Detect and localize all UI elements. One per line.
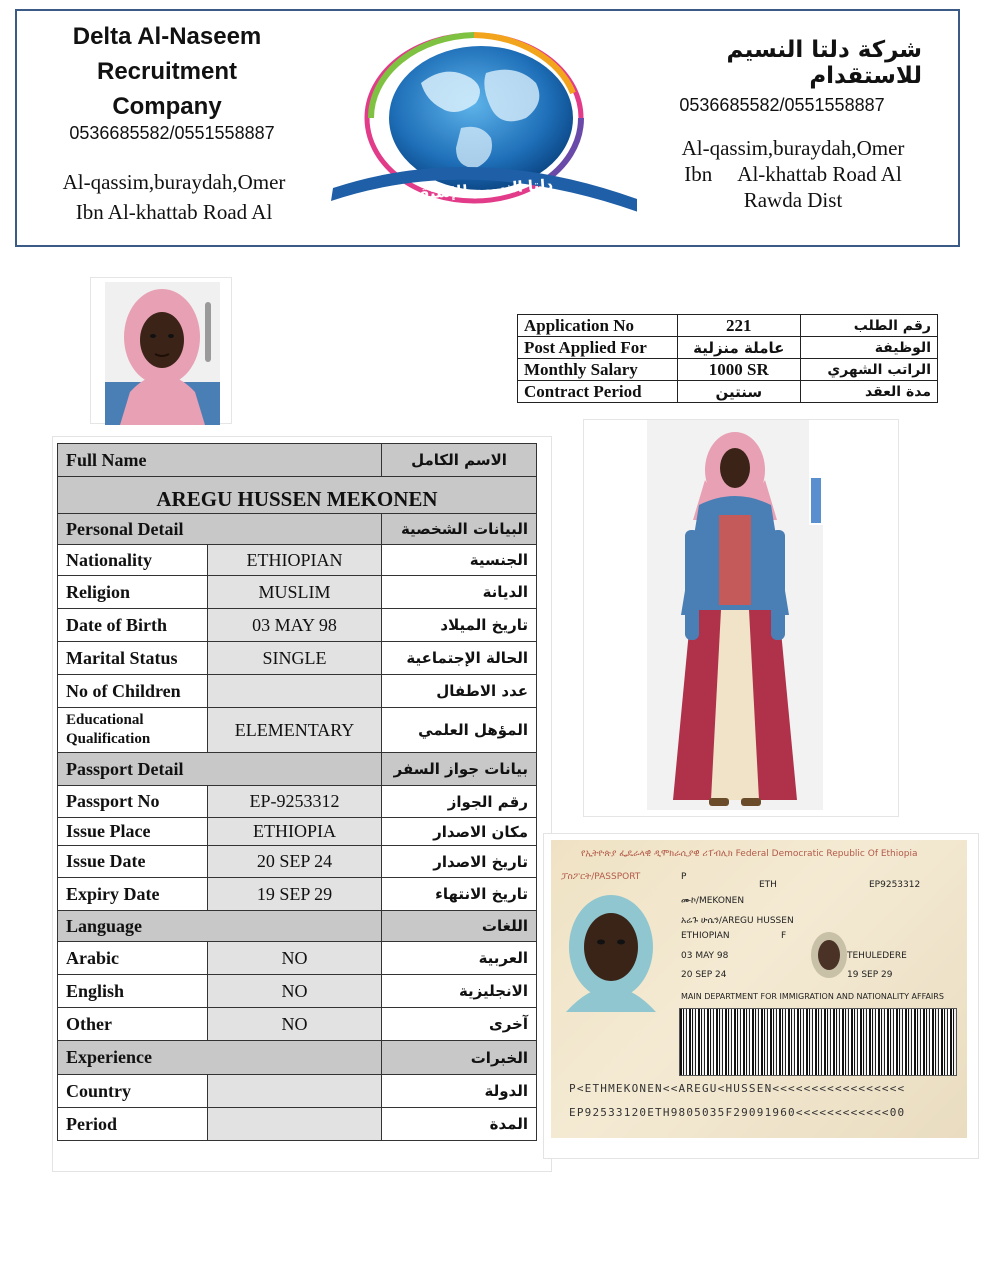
passport-no-value: EP-9253312: [208, 786, 382, 818]
application-no-label: Application No: [518, 315, 678, 337]
education-value: ELEMENTARY: [208, 708, 382, 753]
issue-date-label: Issue Date: [58, 846, 208, 878]
passport-nationality: ETHIOPIAN: [681, 931, 730, 941]
passport-sex: F: [781, 931, 787, 941]
religion-label-ar: الديانة: [382, 576, 537, 609]
passport-authority: MAIN DEPARTMENT FOR IMMIGRATION AND NATIONALITY AFFAIRS: [681, 992, 944, 1001]
application-row: [518, 359, 938, 381]
passport-photo: [561, 892, 661, 1012]
application-row: [518, 337, 938, 359]
country-label-ar: الدولة: [382, 1075, 537, 1108]
passport-given-name: አሬጉ ሁሴን/AREGU HUSSEN: [681, 916, 794, 926]
contract-period-label: Contract Period: [518, 381, 678, 403]
application-row: [518, 315, 938, 337]
english-value: NO: [208, 975, 382, 1008]
passport-expiry-date: 19 SEP 29: [847, 970, 893, 980]
portrait-image: [105, 282, 220, 425]
passport-mrz-line-1: P<ETHMEKONEN<<AREGU<HUSSEN<<<<<<<<<<<<<<<<<: [569, 1082, 906, 1095]
issue-date-label-ar: تاريخ الاصدار: [382, 846, 537, 878]
passport-no-label: Passport No: [58, 786, 208, 818]
expiry-date-value: 19 SEP 29: [208, 878, 382, 911]
full-name-label: Full Name: [58, 444, 382, 477]
period-label: Period: [58, 1108, 208, 1141]
table-row: [58, 878, 537, 911]
passport-type: P: [681, 872, 687, 882]
application-no-value: 221: [677, 315, 800, 337]
address-en: Al-qassim,buraydah,Omer Ibn Al-khattab Road Al: [62, 170, 286, 224]
personal-detail-label-ar: البيانات الشخصية: [382, 514, 537, 545]
passport-mrz-line-2: EP92533120ETH9805035F29091960<<<<<<<<<<<<00: [569, 1106, 906, 1119]
religion-value: MUSLIM: [208, 576, 382, 609]
company-name-en: Delta Al-Naseem Recruitment Company: [72, 23, 262, 120]
passport-ghost-photo: [809, 930, 849, 980]
issue-place-label-ar: مكان الاصدار: [382, 818, 537, 846]
english-label: English: [58, 975, 208, 1008]
application-table: [517, 314, 938, 403]
svg-text:دلتا النسيم للإستقدام: دلتا النسيم للإستقدام: [393, 175, 554, 205]
passport-number: EP9253312: [869, 880, 921, 890]
table-row: [58, 576, 537, 609]
post-applied-value: عاملة منزلية: [677, 337, 800, 359]
application-row: [518, 381, 938, 403]
table-row: [58, 675, 537, 708]
arabic-value: NO: [208, 942, 382, 975]
post-applied-label-ar: الوظيفة: [800, 337, 937, 359]
arabic-label-ar: العربية: [382, 942, 537, 975]
contract-period-label-ar: مدة العقد: [800, 381, 937, 403]
religion-label: Religion: [58, 576, 208, 609]
table-row: [58, 642, 537, 675]
nationality-label: Nationality: [58, 545, 208, 576]
arabic-label: Arabic: [58, 942, 208, 975]
language-label: Language: [58, 911, 382, 942]
experience-label-ar: الخبرات: [382, 1041, 537, 1075]
phone-ar-side: 0536685582/0551558887: [679, 95, 885, 115]
application-no-label-ar: رقم الطلب: [800, 315, 937, 337]
contract-period-value: سنتين: [677, 381, 800, 403]
company-logo: [311, 23, 637, 223]
monthly-salary-value: 1000 SR: [677, 359, 800, 381]
table-row: [58, 1075, 537, 1108]
children-value: [208, 675, 382, 708]
phone-en: 0536685582/0551558887: [69, 123, 275, 143]
education-label: Educational Qualification: [58, 708, 208, 753]
table-row: [58, 1108, 537, 1141]
personal-section-row: [58, 514, 537, 545]
expiry-date-label: Expiry Date: [58, 878, 208, 911]
table-row: [58, 786, 537, 818]
expiry-date-label-ar: تاريخ الانتهاء: [382, 878, 537, 911]
table-row: [58, 545, 537, 576]
full-body-photo: [583, 419, 899, 817]
full-name-value: AREGU HUSSEN MEKONEN: [58, 477, 537, 514]
passport-place-of-birth: TEHULEDERE: [847, 951, 907, 961]
other-language-label: Other: [58, 1008, 208, 1041]
passport-section-row: [58, 753, 537, 786]
nationality-value: ETHIOPIAN: [208, 545, 382, 576]
children-label: No of Children: [58, 675, 208, 708]
marital-status-label-ar: الحالة الإجتماعية: [382, 642, 537, 675]
post-applied-label: Post Applied For: [518, 337, 678, 359]
table-row: [58, 708, 537, 753]
nationality-label-ar: الجنسية: [382, 545, 537, 576]
passport-type-label: ፓስፖርት/PASSPORT: [561, 872, 641, 882]
dob-label-ar: تاريخ الميلاد: [382, 609, 537, 642]
english-label-ar: الانجليزية: [382, 975, 537, 1008]
dob-value: 03 MAY 98: [208, 609, 382, 642]
letterhead: [15, 9, 960, 247]
marital-status-label: Marital Status: [58, 642, 208, 675]
monthly-salary-label: Monthly Salary: [518, 359, 678, 381]
full-body-image: [647, 420, 823, 810]
dob-label: Date of Birth: [58, 609, 208, 642]
language-label-ar: اللغات: [382, 911, 537, 942]
table-row: [58, 818, 537, 846]
full-name-label-ar: الاسم الكامل: [382, 444, 537, 477]
full-name-header-row: [58, 444, 537, 477]
passport-detail-label: Passport Detail: [58, 753, 382, 786]
issue-place-label: Issue Place: [58, 818, 208, 846]
details-table: [57, 443, 537, 1141]
other-language-value: NO: [208, 1008, 382, 1041]
table-row: [58, 846, 537, 878]
passport-header: የኢትዮጵያ ፌዴራላዊ ዲሞክራሲያዊ ሪፐብሊክ Federal Democratic Republic Of Ethiopia: [581, 849, 918, 859]
passport-country-code: ETH: [759, 880, 777, 890]
passport-issue-date: 20 SEP 24: [681, 970, 727, 980]
company-name-ar: شركة دلتا النسيم للاستقدام: [726, 37, 922, 89]
marital-status-value: SINGLE: [208, 642, 382, 675]
other-language-label-ar: آخرى: [382, 1008, 537, 1041]
personal-detail-label: Personal Detail: [58, 514, 382, 545]
experience-label: Experience: [58, 1041, 382, 1075]
education-label-ar: المؤهل العلمي: [382, 708, 537, 753]
full-name-row: [58, 477, 537, 514]
passport-no-label-ar: رقم الجواز: [382, 786, 537, 818]
children-label-ar: عدد الاطفال: [382, 675, 537, 708]
passport-barcode: [679, 1008, 957, 1076]
passport-detail-label-ar: بيانات جواز السفر: [382, 753, 537, 786]
period-label-ar: المدة: [382, 1108, 537, 1141]
address-ar-side: Al-qassim,buraydah,Omer Ibn Al-khattab Road Al Rawda Dist: [681, 136, 905, 212]
country-value: [208, 1075, 382, 1108]
portrait-photo: [90, 277, 232, 424]
country-label: Country: [58, 1075, 208, 1108]
passport-surname: ሙኮ/MEKONEN: [681, 896, 745, 906]
issue-date-value: 20 SEP 24: [208, 846, 382, 878]
table-row: [58, 975, 537, 1008]
table-row: [58, 609, 537, 642]
passport-dob: 03 MAY 98: [681, 951, 729, 961]
issue-place-value: ETHIOPIA: [208, 818, 382, 846]
table-row: [58, 1008, 537, 1041]
table-row: [58, 942, 537, 975]
passport-scan: [551, 840, 967, 1138]
monthly-salary-label-ar: الراتب الشهري: [800, 359, 937, 381]
language-section-row: [58, 911, 537, 942]
experience-section-row: [58, 1041, 537, 1075]
period-value: [208, 1108, 382, 1141]
